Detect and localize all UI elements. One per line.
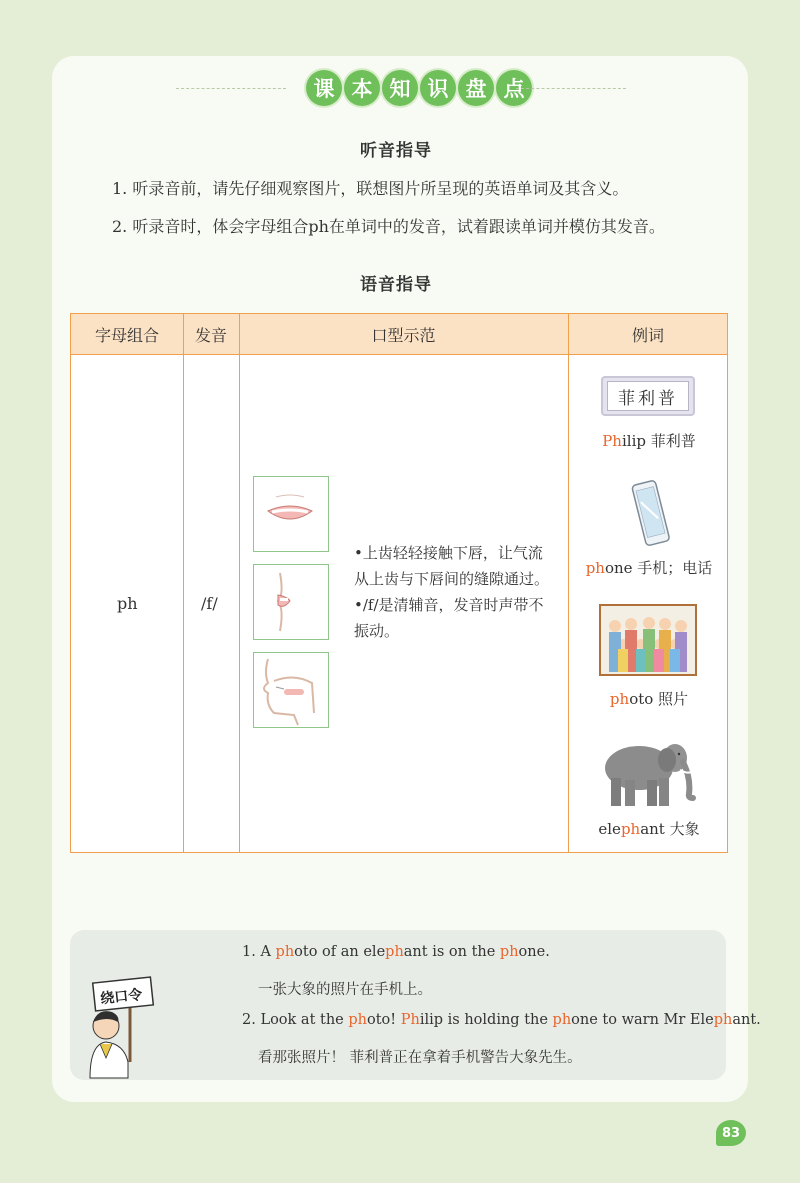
example-phone: phone 手机；电话	[585, 559, 713, 577]
tongue-twister-box	[70, 930, 761, 1080]
header-sound: 发音	[194, 325, 227, 345]
mouth-cross-section-image	[253, 652, 329, 728]
pronunciation-tips	[354, 540, 554, 644]
elephant-image	[595, 734, 699, 814]
letter-combination: ph	[117, 594, 138, 613]
example-philip: Philip 菲利普	[602, 432, 696, 450]
tip-2: •/f/是清辅音，发音时声带不振动。	[354, 596, 544, 640]
lips-front-image	[253, 476, 329, 552]
banner-char: 点	[496, 70, 532, 106]
section-banner	[0, 70, 800, 110]
banner-char: 识	[420, 70, 456, 106]
boy-with-sign-image	[78, 970, 158, 1084]
sign-text: 绕口令	[99, 987, 144, 1008]
tip-1: •上齿轻轻接触下唇，让气流从上齿与下唇间的缝隙通过。	[354, 544, 550, 588]
family-photo-image	[599, 604, 697, 676]
example-elephant: elephant 大象	[598, 820, 700, 838]
name-card-text: 菲利普	[607, 381, 689, 411]
name-card-image	[601, 376, 695, 416]
banner-char: 课	[306, 70, 342, 106]
twister-line-1: 1. A photo of an elephant is on the phone.	[242, 944, 550, 960]
banner-title	[306, 70, 532, 106]
instruction-1: 1. 听录音前，请先仔细观察图片，联想图片所呈现的英语单词及其含义。	[112, 179, 629, 198]
header-mouth-demo: 口型示范	[371, 325, 436, 345]
banner-divider-left	[176, 88, 286, 89]
banner-char: 本	[344, 70, 380, 106]
phonics-table	[70, 313, 728, 853]
twister-line-2: 2. Look at the photo! Philip is holding the phone to warn Mr Elephant.	[242, 1012, 761, 1028]
banner-char: 盘	[458, 70, 494, 106]
twister-line-1-chinese: 一张大象的照片在手机上。	[258, 982, 432, 998]
twister-line-2-chinese: 看那张照片！ 菲利普正在拿着手机警告大象先生。	[258, 1050, 582, 1066]
phonics-guide-title: 语音指导	[360, 270, 432, 295]
phone-image	[631, 480, 671, 552]
listening-guide-title: 听音指导	[360, 136, 432, 161]
instruction-2: 2. 听录音时，体会字母组合ph在单词中的发音，试着跟读单词并模仿其发音。	[112, 217, 665, 236]
phoneme: /f/	[201, 594, 218, 613]
banner-divider-right	[516, 88, 626, 89]
header-examples: 例词	[631, 325, 664, 345]
banner-char: 知	[382, 70, 418, 106]
example-photo: photo 照片	[609, 690, 689, 708]
header-letters: 字母组合	[94, 325, 159, 345]
page-number: 83	[716, 1120, 746, 1146]
lips-side-image	[253, 564, 329, 640]
